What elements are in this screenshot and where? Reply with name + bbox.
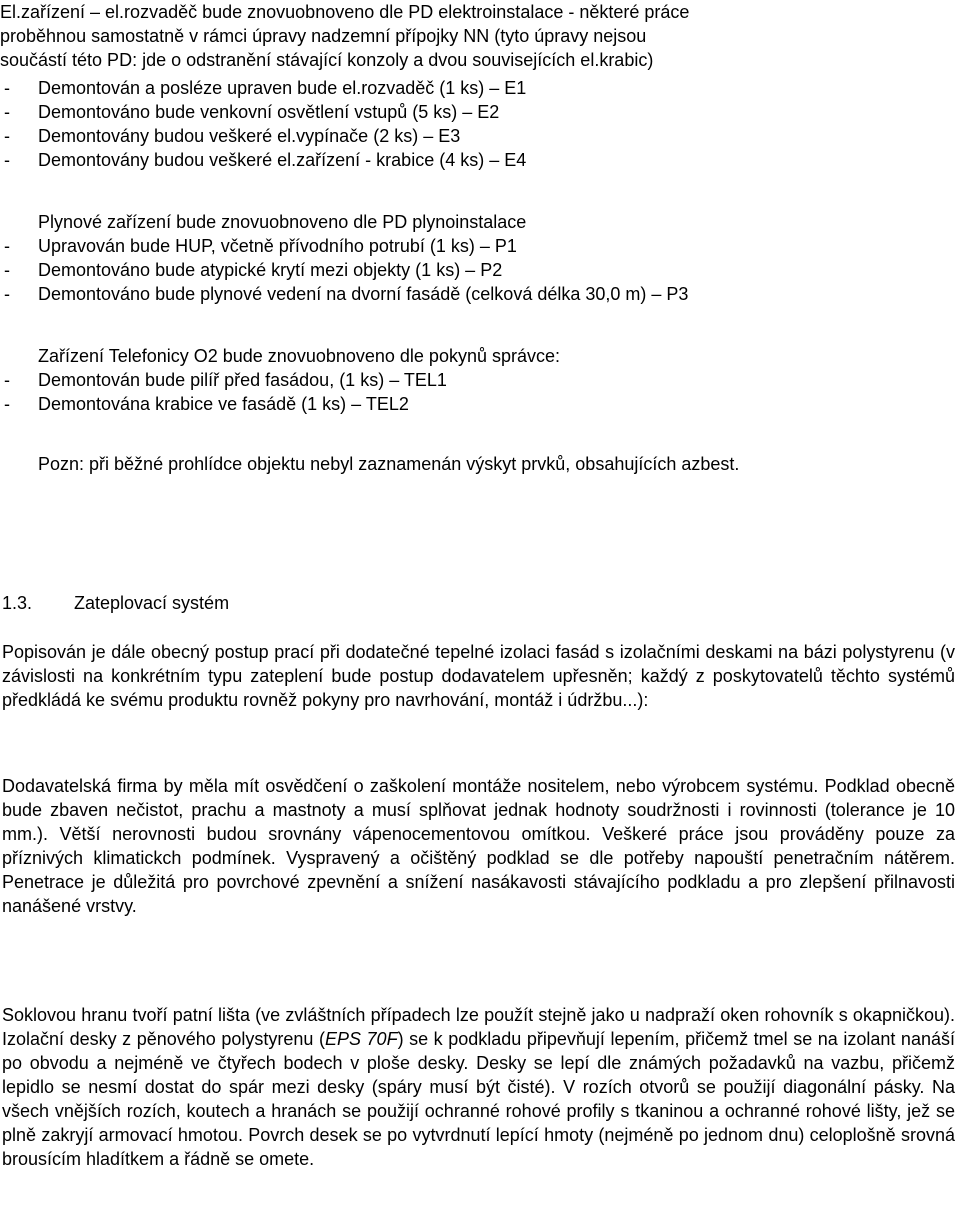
telefonica-title: Zařízení Telefonicy O2 bude znovuobnoveno dle pokynů správce: xyxy=(38,346,560,366)
list-item: - Demontovány budou veškeré el.vypínače (2 ks) – E3 xyxy=(4,126,461,146)
section-number: 1.3. xyxy=(2,593,33,613)
intro-line: součástí této PD: jde o odstranění stávající konzoly a dvou souvisejících el.krabic) xyxy=(0,50,654,70)
gas-title: Plynové zařízení bude znovuobnoveno dle PD plynoinstalace xyxy=(38,212,527,232)
list-item: - Demontováno bude plynové vedení na dvorní fasádě (celková délka 30,0 m) – P3 xyxy=(4,284,689,304)
paragraph-method: Popisován je dále obecný postup prací při dodatečné tepelné izolaci fasád s izolačními deskami na bázi polystyrenu (v závislosti na konkrétním typu zateplení bude postup dodavatelem upřesněn; každý z poskytovatelů těchto systémů předkládá ke svému produktu rovněž pokyny pro navrhování, montáž i údržbu...): xyxy=(2,642,955,710)
list-item: - Demontováno bude atypické krytí mezi objekty (1 ks) – P2 xyxy=(4,260,503,280)
intro-paragraph xyxy=(0,0,955,72)
electro-list xyxy=(0,76,955,172)
list-item: - Demontována krabice ve fasádě (1 ks) – TEL2 xyxy=(4,394,409,414)
paragraph-substrate: Dodavatelská firma by měla mít osvědčení o zaškolení montáže nositelem, nebo výrobcem systému. Podklad obecně bude zbaven nečistot, prachu a mastnoty a musí splňovat jednak hodnoty soudržnosti i rovinnosti (tolerance je 10 mm.). Větší nerovnosti budou srovnány vápenocementovou omítkou. Veškeré práce jsou prováděny pouze za příznivých klimatickch podmínek. Vyspravený a očištěný podklad se dle potřeby napouští penetračním nátěrem. Penetrace je důležitá pro povrchové zpevnění a snížení nasákavosti stávajícího podkladu a pro zlepšení přilnavosti nanášené vrstvy. xyxy=(2,776,955,916)
intro-line: El.zařízení – el.rozvaděč bude znovuobnoveno dle PD elektroinstalace - některé práce xyxy=(0,2,690,22)
gas-section xyxy=(0,210,955,306)
list-item: - Demontováno bude venkovní osvětlení vstupů (5 ks) – E2 xyxy=(4,102,500,122)
list-item: - Upravován bude HUP, včetně přívodního potrubí (1 ks) – P1 xyxy=(4,236,517,256)
section-heading xyxy=(2,591,229,615)
telefonica-section xyxy=(0,344,955,416)
list-item: - Demontován bude pilíř před fasádou, (1 ks) – TEL1 xyxy=(4,370,447,390)
section-title: Zateplovací systém xyxy=(74,593,230,613)
list-item: - Demontovány budou veškeré el.zařízení - krabice (4 ks) – E4 xyxy=(4,150,527,170)
asbestos-note: Pozn: při běžné prohlídce objektu nebyl zaznamenán výskyt prvků, obsahujících azbest. xyxy=(38,454,740,474)
paragraph-installation: Soklovou hranu tvoří patní lišta (ve zvláštních případech lze použít stejně jako u nadpraží oken rohovník s okapničkou). Izolační desky z pěnového polystyrenu (EPS 70F) se k podkladu připevňují lepením, přičemž tmel se na izolant nanáší po obvodu a nejméně ve čtyřech bodech v ploše desky. Desky se lepí dle známých požadavků na vazbu, přičemž lepidlo se nesmí dostat do spár mezi desky (spáry musí být čisté). V rozích otvorů se použijí diagonální pásky. Na všech vnějších rozích, koutech a hranách se použijí ochranné rohové profily s tkaninou a ochranné rohové lišty, jež se plně zakryjí armovací hmotou. Povrch desek se po vytvrdnutí lepící hmoty (nejméně po jednom dnu) celoplošně srovná brousícím hladítkem a řádně se omete. xyxy=(2,1005,955,1169)
product-code: EPS 70F xyxy=(324,1029,398,1049)
intro-line: proběhnou samostatně v rámci úpravy nadzemní přípojky NN (tyto úpravy nejsou xyxy=(0,26,647,46)
list-item: - Demontován a posléze upraven bude el.rozvaděč (1 ks) – E1 xyxy=(4,78,527,98)
